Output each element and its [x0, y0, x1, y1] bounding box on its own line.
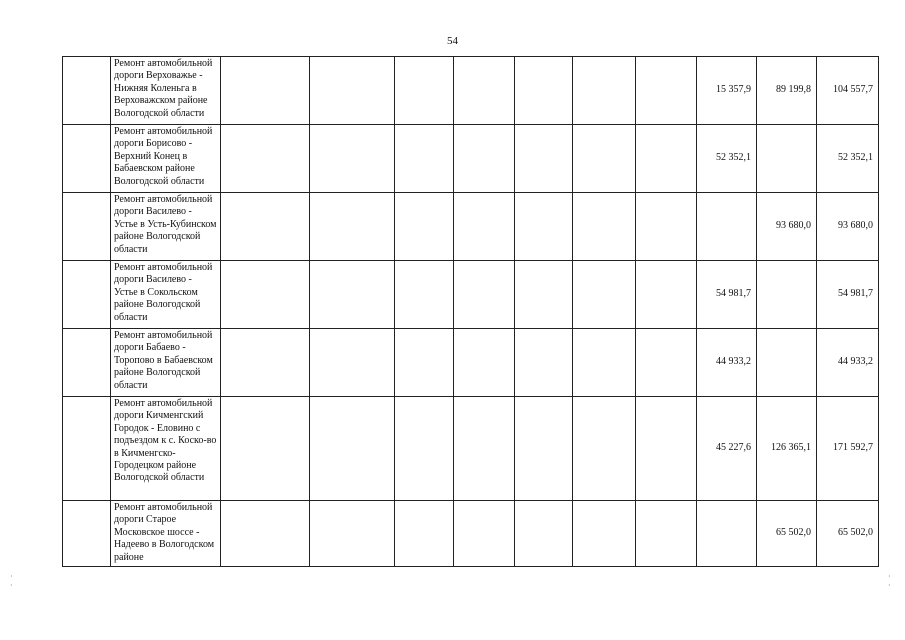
- amount-cell-1: 54 981,7: [697, 261, 757, 329]
- amount-cell-1: [697, 501, 757, 567]
- empty-cell: [515, 57, 573, 125]
- empty-cell: [515, 193, 573, 261]
- table-row: [63, 125, 879, 193]
- empty-cell: [221, 329, 310, 397]
- road-description: Ремонт автомобильной дороги Кичменгский Городок - Еловино с подъездом к с. Коско-во в Кичменгско-Городецком районе Вологодской области: [111, 397, 221, 501]
- empty-cell: [395, 501, 454, 567]
- budget-table: [62, 56, 879, 567]
- empty-cell: [573, 397, 636, 501]
- road-description: Ремонт автомобильной дороги Бабаево - Торопово в Бабаевском районе Вологодской области: [111, 329, 221, 397]
- empty-cell: [454, 261, 515, 329]
- amount-cell-2: [757, 261, 817, 329]
- empty-cell: [573, 125, 636, 193]
- empty-cell: [221, 125, 310, 193]
- empty-cell: [573, 193, 636, 261]
- empty-cell: [221, 397, 310, 501]
- empty-cell: [636, 261, 697, 329]
- empty-cell: [221, 193, 310, 261]
- empty-cell: [636, 329, 697, 397]
- empty-cell: [454, 501, 515, 567]
- empty-cell: [454, 397, 515, 501]
- amount-cell-1: 52 352,1: [697, 125, 757, 193]
- index-cell: [63, 193, 111, 261]
- total-cell: 65 502,0: [817, 501, 879, 567]
- index-cell: [63, 57, 111, 125]
- page-number: 54: [447, 35, 458, 47]
- empty-cell: [515, 501, 573, 567]
- empty-cell: [515, 261, 573, 329]
- road-description: Ремонт автомобильной дороги Василево - Устье в Усть-Кубинском районе Вологодской области: [111, 193, 221, 261]
- amount-cell-2: [757, 125, 817, 193]
- amount-cell-1: 45 227,6: [697, 397, 757, 501]
- empty-cell: [636, 57, 697, 125]
- index-cell: [63, 125, 111, 193]
- amount-cell-1: [697, 193, 757, 261]
- table-row: [63, 329, 879, 397]
- empty-cell: [573, 329, 636, 397]
- amount-cell-1: 15 357,9: [697, 57, 757, 125]
- empty-cell: [221, 57, 310, 125]
- total-cell: 44 933,2: [817, 329, 879, 397]
- empty-cell: [636, 125, 697, 193]
- empty-cell: [454, 57, 515, 125]
- empty-cell: [310, 397, 395, 501]
- empty-cell: [395, 261, 454, 329]
- road-description: Ремонт автомобильной дороги Василево - Устье в Сокольском районе Вологодской области: [111, 261, 221, 329]
- road-description: Ремонт автомобильной дороги Верховажье - Нижняя Коленьга в Верховажском районе Вологодской области: [111, 57, 221, 125]
- amount-cell-2: 93 680,0: [757, 193, 817, 261]
- amount-cell-2: 65 502,0: [757, 501, 817, 567]
- empty-cell: [395, 57, 454, 125]
- empty-cell: [573, 261, 636, 329]
- table-row: [63, 193, 879, 261]
- empty-cell: [221, 501, 310, 567]
- index-cell: [63, 501, 111, 567]
- empty-cell: [310, 57, 395, 125]
- total-cell: 171 592,7: [817, 397, 879, 501]
- empty-cell: [454, 193, 515, 261]
- empty-cell: [573, 57, 636, 125]
- empty-cell: [515, 397, 573, 501]
- road-description: Ремонт автомобильной дороги Борисово - Верхний Конец в Бабаевском районе Вологодской области: [111, 125, 221, 193]
- empty-cell: [573, 501, 636, 567]
- index-cell: [63, 261, 111, 329]
- empty-cell: [636, 501, 697, 567]
- table-row: [63, 501, 879, 567]
- index-cell: [63, 329, 111, 397]
- empty-cell: [395, 397, 454, 501]
- total-cell: 93 680,0: [817, 193, 879, 261]
- road-description: Ремонт автомобильной дороги Старое Московское шоссе - Надеево в Вологодском районе: [111, 501, 221, 567]
- empty-cell: [221, 261, 310, 329]
- total-cell: 104 557,7: [817, 57, 879, 125]
- scan-edge-mark-left: · ·: [10, 572, 13, 590]
- total-cell: 54 981,7: [817, 261, 879, 329]
- index-cell: [63, 397, 111, 501]
- table-row: [63, 261, 879, 329]
- empty-cell: [515, 329, 573, 397]
- empty-cell: [395, 125, 454, 193]
- empty-cell: [395, 329, 454, 397]
- amount-cell-2: 89 199,8: [757, 57, 817, 125]
- empty-cell: [310, 329, 395, 397]
- total-cell: 52 352,1: [817, 125, 879, 193]
- empty-cell: [454, 329, 515, 397]
- empty-cell: [310, 193, 395, 261]
- empty-cell: [310, 501, 395, 567]
- empty-cell: [515, 125, 573, 193]
- amount-cell-2: 126 365,1: [757, 397, 817, 501]
- empty-cell: [310, 261, 395, 329]
- table-row: [63, 397, 879, 501]
- empty-cell: [454, 125, 515, 193]
- empty-cell: [395, 193, 454, 261]
- empty-cell: [636, 397, 697, 501]
- table-row: [63, 57, 879, 125]
- empty-cell: [636, 193, 697, 261]
- empty-cell: [310, 125, 395, 193]
- amount-cell-1: 44 933,2: [697, 329, 757, 397]
- scan-edge-mark-right: · ·: [888, 572, 891, 590]
- amount-cell-2: [757, 329, 817, 397]
